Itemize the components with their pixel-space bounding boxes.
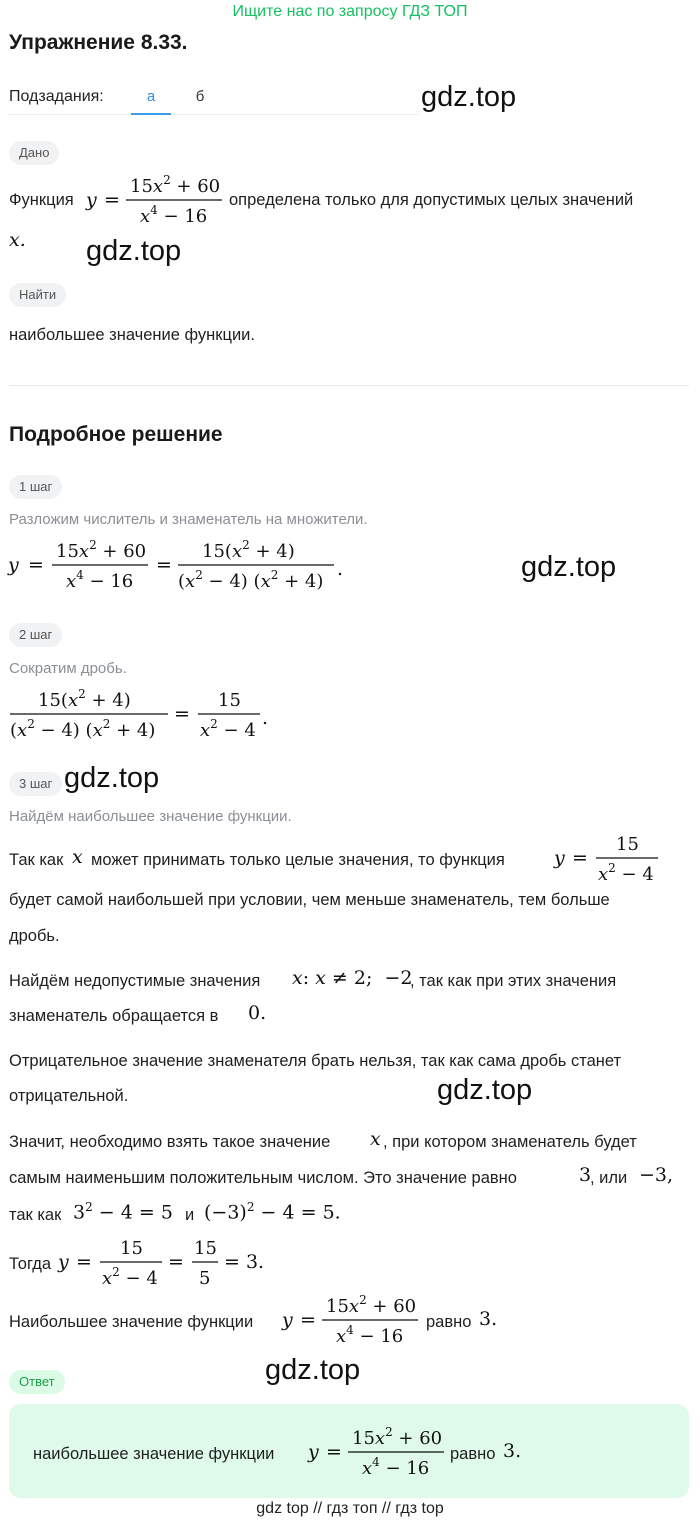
svg-text:15x2 + 60: $15x^2 + 60$ <box>56 538 147 562</box>
step3-p1-b: может принимать только целые значения, то функция <box>91 851 505 869</box>
active-tab-indicator <box>131 113 171 115</box>
step2-formula <box>6 684 276 744</box>
section-divider <box>9 385 689 386</box>
step3-p4-b: , при котором знаменатель будет <box>383 1133 637 1151</box>
step1-chip: 1 шаг <box>9 475 62 499</box>
step3-p1-d: дробь. <box>9 927 60 945</box>
step1-caption: Разложим числитель и знаменатель на множители. <box>9 511 368 528</box>
step3-p4-a: Значит, необходимо взять такое значение <box>9 1133 331 1151</box>
step3-p4-c: самым наименьшим положительным числом. Это значение равно <box>9 1169 517 1187</box>
svg-text:y: y <box>308 1441 319 1463</box>
svg-text:=: = <box>326 1441 342 1463</box>
step3-p3-b: отрицательной. <box>9 1087 129 1105</box>
step3-function-formula <box>552 828 662 888</box>
watermark: gdz.top <box>86 235 182 267</box>
svg-text:15(x2 + 4): $15(x^2 + 4)$ <box>38 687 131 711</box>
svg-text:y: y <box>58 1251 69 1273</box>
watermark: gdz.top <box>437 1074 533 1106</box>
step3-p3-a: Отрицательное значение знаменателя брать нельзя, так как сама дробь станет <box>9 1052 622 1070</box>
svg-text:15x2 + 60: $15x^2 + 60$ <box>352 1425 443 1449</box>
step3-p4-f: и <box>185 1206 195 1224</box>
step3-p1-a: Так как <box>9 851 64 869</box>
given-text-before: Функция <box>9 191 74 209</box>
svg-text:=: = <box>28 554 44 576</box>
given-formula <box>84 170 229 230</box>
svg-text:15x2 + 60: $15x^2 + 60$ <box>326 1293 417 1317</box>
answer-formula <box>306 1422 451 1482</box>
subtasks-label: Подзадания: <box>9 88 104 105</box>
svg-text:(x2 − 4) (x2 + 4): $(x^2 - 4) (x^2 + 4)$ <box>178 568 324 592</box>
svg-text:15: 15 <box>218 690 241 711</box>
watermark: gdz.top <box>64 762 160 794</box>
step3-p2-a: Найдём недопустимые значения <box>9 972 261 990</box>
exercise-title: Упражнение 8.33. <box>9 31 188 54</box>
step3-p2-math: x: x ≠ 2; −2 <box>292 967 413 989</box>
step1-formula <box>6 535 346 595</box>
svg-text:=: = <box>300 1309 316 1331</box>
step3-p2-b: , так как при этих значения <box>410 972 617 990</box>
svg-text:=: = <box>156 554 172 576</box>
tabs-divider <box>9 114 419 115</box>
svg-text:15: 15 <box>120 1238 143 1259</box>
svg-text:=: = <box>572 847 588 869</box>
svg-text:.: . <box>337 558 344 580</box>
svg-text:x4 − 16: $x^4 - 16$ <box>362 1455 430 1479</box>
svg-text:=: = <box>104 189 120 211</box>
svg-text:5: 5 <box>199 1268 211 1289</box>
find-chip: Найти <box>9 283 66 307</box>
svg-text:y: y <box>8 554 19 576</box>
svg-text:=: = <box>76 1251 92 1273</box>
step3-p4-e: так как <box>9 1206 62 1224</box>
math-x: x <box>72 846 83 868</box>
svg-text:x4 − 16: $x^4 - 16$ <box>336 1323 404 1347</box>
step3-p2-math-zero: 0. <box>248 1002 267 1024</box>
tab-subtask-b[interactable]: б <box>195 88 205 105</box>
svg-text:15: 15 <box>616 834 639 855</box>
step3-caption: Найдём наибольшее значение функции. <box>9 808 292 825</box>
svg-text:15: 15 <box>194 1238 217 1259</box>
svg-text:x4 − 16: $x^4 - 16$ <box>66 568 134 592</box>
svg-text:x2 − 4: $x^2 - 4$ <box>598 861 654 885</box>
step3-p2-c: знаменатель обращается в <box>9 1007 219 1025</box>
given-text-after: определена только для допустимых целых значений <box>229 191 634 209</box>
step3-p1-c: будет самой наибольшей при условии, чем меньше знаменатель, тем больше <box>9 891 610 909</box>
answer-text-before: наибольшее значение функции <box>33 1445 275 1463</box>
svg-text:y: y <box>86 189 97 211</box>
step2-caption: Сократим дробь. <box>9 660 127 677</box>
solution-heading: Подробное решение <box>9 423 223 446</box>
svg-text:y: y <box>282 1309 293 1331</box>
find-text: наибольшее значение функции. <box>9 326 255 344</box>
step3-p5-formula <box>56 1232 276 1292</box>
svg-text:15x2 + 60: $15x^2 + 60$ <box>130 173 221 197</box>
step3-p6-a: Наибольшее значение функции <box>9 1313 254 1331</box>
tab-subtask-a[interactable]: а <box>146 88 156 105</box>
step3-p4-math1: $3^2 - 4 = 5$ <box>73 1200 173 1224</box>
step3-chip: 3 шаг <box>9 772 62 796</box>
math-x: x <box>370 1128 381 1150</box>
answer-chip: Ответ <box>9 1370 65 1394</box>
svg-text:= 3.: = 3. <box>224 1251 265 1273</box>
given-chip: Дано <box>9 141 59 165</box>
watermark: gdz.top <box>265 1354 361 1386</box>
math-neg-three: −3, <box>639 1164 674 1186</box>
svg-text:x2 − 4: $x^2 - 4$ <box>102 1265 158 1289</box>
svg-text:=: = <box>168 1251 184 1273</box>
watermark: gdz.top <box>421 81 517 113</box>
svg-text:=: = <box>174 703 190 725</box>
answer-text-after: равно <box>450 1445 496 1463</box>
math-three-result: 3. <box>479 1308 498 1330</box>
step3-p4-d: , или <box>590 1169 628 1187</box>
top-banner[interactable]: Ищите нас по запросу ГДЗ ТОП <box>232 3 468 20</box>
step3-p6-formula <box>280 1290 425 1350</box>
step3-p4-math2: $(-3)^2 - 4 = 5$. <box>204 1200 341 1224</box>
svg-text:(x2 − 4) (x2 + 4): $(x^2 - 4) (x^2 + 4)$ <box>10 717 156 741</box>
svg-text:x4 − 16: $x^4 - 16$ <box>140 203 208 227</box>
step3-p5-a: Тогда <box>9 1255 52 1273</box>
given-var: x. <box>9 229 26 251</box>
svg-text:15(x2 + 4): $15(x^2 + 4)$ <box>202 538 295 562</box>
step3-p6-b: равно <box>426 1313 472 1331</box>
svg-text:x2 − 4: $x^2 - 4$ <box>200 717 256 741</box>
watermark: gdz.top <box>521 551 617 583</box>
svg-text:.: . <box>262 707 269 729</box>
math-three: 3 <box>579 1164 592 1186</box>
footer-links[interactable]: gdz top // гдз топ // гдз top <box>256 1500 444 1517</box>
step2-chip: 2 шаг <box>9 623 62 647</box>
answer-value: 3. <box>503 1440 522 1462</box>
svg-text:y: y <box>554 847 565 869</box>
